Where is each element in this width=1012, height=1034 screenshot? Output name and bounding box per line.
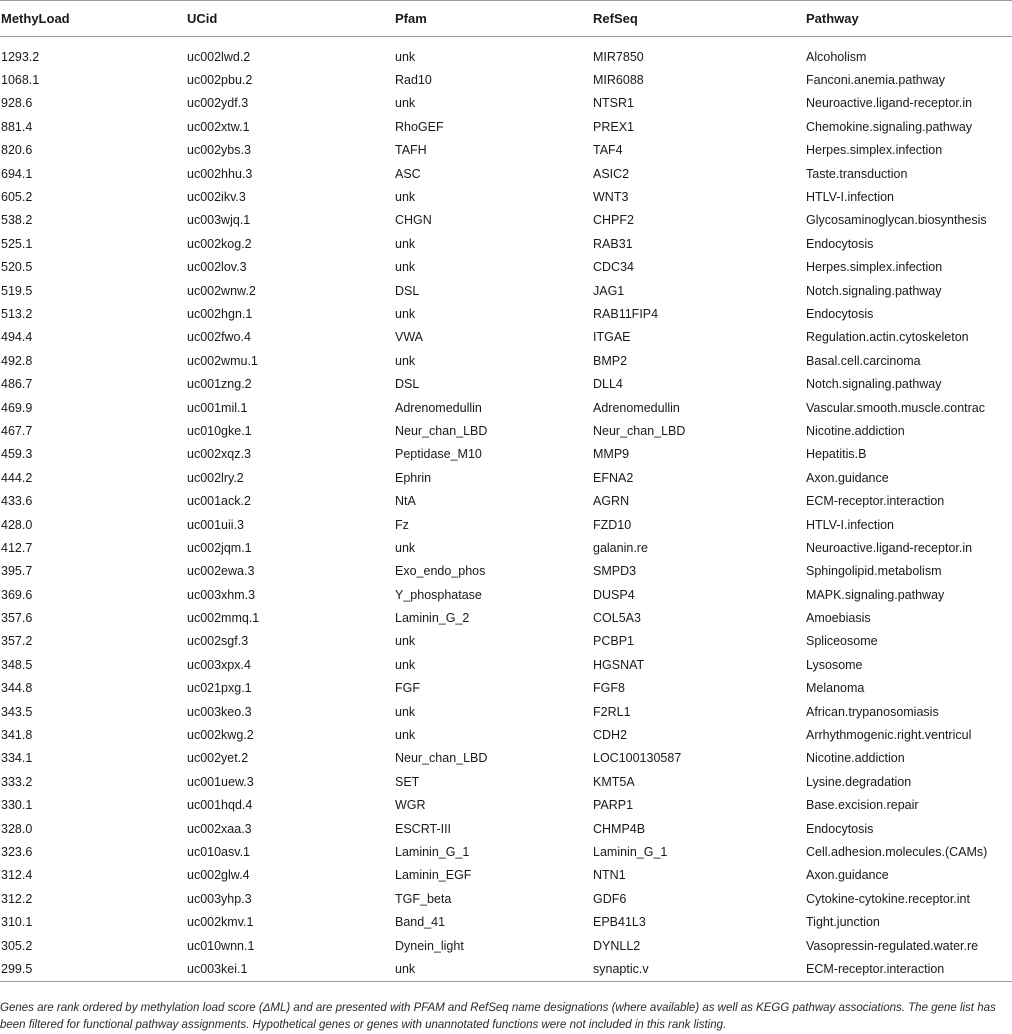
cell-pfam: WGR	[395, 798, 426, 813]
cell-ucid: uc001uii.3	[187, 517, 244, 532]
cell-ucid: uc002kmv.1	[187, 915, 254, 930]
cell-ucid: uc001zng.2	[187, 377, 252, 392]
table-row	[0, 630, 1012, 653]
table-row	[0, 583, 1012, 606]
cell-pathway: Tight.junction	[806, 915, 880, 930]
cell-pfam: ASC	[395, 166, 421, 181]
cell-pathway: Endocytosis	[806, 306, 874, 321]
cell-methyload: 605.2	[1, 190, 33, 205]
table-row	[0, 489, 1012, 512]
cell-pathway: Axon.guidance	[806, 868, 889, 883]
cell-ucid: uc002lov.3	[187, 260, 247, 275]
cell-ucid: uc001uew.3	[187, 774, 254, 789]
cell-ucid: uc010gke.1	[187, 423, 252, 438]
cell-refseq: PCBP1	[593, 634, 634, 649]
cell-refseq: EPB41L3	[593, 915, 646, 930]
cell-pathway: Nicotine.addiction	[806, 423, 905, 438]
cell-methyload: 467.7	[1, 423, 33, 438]
table-row	[0, 910, 1012, 933]
cell-pfam: ESCRT-III	[395, 821, 452, 836]
cell-methyload: 357.6	[1, 611, 33, 626]
cell-refseq: BMP2	[593, 353, 628, 368]
cell-pfam: Fz	[395, 517, 409, 532]
cell-methyload: 310.1	[1, 915, 33, 930]
cell-pfam: unk	[395, 728, 416, 743]
header-spacer	[0, 37, 1012, 46]
cell-pathway: Axon.guidance	[806, 470, 889, 485]
cell-ucid: uc002ewa.3	[187, 564, 255, 579]
table-row	[0, 372, 1012, 395]
cell-pfam: VWA	[395, 330, 424, 345]
cell-refseq: ASIC2	[593, 166, 630, 181]
cell-ucid: uc003xhm.3	[187, 587, 256, 602]
cell-refseq: DUSP4	[593, 587, 635, 602]
table-row	[0, 957, 1012, 981]
cell-methyload: 881.4	[1, 119, 33, 134]
cell-refseq: CDH2	[593, 728, 628, 743]
cell-ucid: uc002kwg.2	[187, 728, 254, 743]
cell-methyload: 433.6	[1, 494, 33, 509]
cell-methyload: 492.8	[1, 353, 33, 368]
table-row	[0, 840, 1012, 863]
cell-ucid: uc002jqm.1	[187, 540, 252, 555]
cell-methyload: 494.4	[1, 330, 33, 345]
table-row	[0, 45, 1012, 68]
table-row	[0, 68, 1012, 91]
cell-pathway: Taste.transduction	[806, 166, 908, 181]
cell-pathway: Arrhythmogenic.right.ventricul	[806, 728, 972, 743]
table-row	[0, 349, 1012, 372]
cell-ucid: uc002hhu.3	[187, 166, 253, 181]
cell-refseq: MIR7850	[593, 49, 644, 64]
cell-pathway: Melanoma	[806, 681, 865, 696]
cell-pfam: unk	[395, 49, 416, 64]
cell-refseq: WNT3	[593, 190, 629, 205]
table-row	[0, 653, 1012, 676]
table-row	[0, 466, 1012, 489]
cell-pathway: Vascular.smooth.muscle.contrac	[806, 400, 986, 415]
cell-refseq: NTN1	[593, 868, 626, 883]
cell-pathway: HTLV-I.infection	[806, 517, 895, 532]
cell-methyload: 459.3	[1, 447, 33, 462]
table-row	[0, 209, 1012, 232]
cell-pfam: unk	[395, 260, 416, 275]
cell-methyload: 395.7	[1, 564, 33, 579]
cell-ucid: uc002xaa.3	[187, 821, 252, 836]
cell-ucid: uc002lwd.2	[187, 49, 251, 64]
cell-pfam: Peptidase_M10	[395, 447, 482, 462]
cell-methyload: 357.2	[1, 634, 33, 649]
cell-pathway: ECM-receptor.interaction	[805, 957, 1012, 981]
cell-pfam: unk	[395, 540, 416, 555]
cell-methyload: 428.0	[1, 517, 33, 532]
table-row	[0, 864, 1012, 887]
cell-pathway: Sphingolipid.metabolism	[806, 564, 942, 579]
cell-refseq: FGF8	[593, 681, 625, 696]
cell-pathway: HTLV-I.infection	[806, 190, 895, 205]
header-pfam: Pfam	[394, 1, 592, 37]
cell-pfam: TGF_beta	[395, 891, 452, 906]
cell-pathway: Herpes.simplex.infection	[806, 143, 943, 158]
cell-refseq: DLL4	[593, 377, 623, 392]
cell-methyload: 513.2	[1, 306, 33, 321]
cell-pfam: unk	[395, 236, 416, 251]
cell-pathway: Neuroactive.ligand-receptor.in	[806, 540, 973, 555]
cell-pathway: ECM-receptor.interaction	[806, 494, 945, 509]
table-row	[0, 443, 1012, 466]
table-row	[0, 723, 1012, 746]
cell-pathway: Regulation.actin.cytoskeleton	[806, 330, 969, 345]
cell-pfam: Y_phosphatase	[395, 587, 482, 602]
cell-pathway: Fanconi.anemia.pathway	[806, 73, 945, 88]
table-row	[0, 770, 1012, 793]
table-row	[0, 92, 1012, 115]
cell-methyload: 486.7	[1, 377, 33, 392]
table-body	[0, 37, 1012, 982]
cell-refseq: MIR6088	[593, 73, 644, 88]
cell-refseq: JAG1	[593, 283, 625, 298]
cell-methyload: 444.2	[1, 470, 33, 485]
cell-methyload: 525.1	[1, 236, 33, 251]
cell-ucid: uc002xtw.1	[187, 119, 250, 134]
cell-pathway: Amoebiasis	[806, 611, 871, 626]
cell-ucid: uc001ack.2	[187, 494, 251, 509]
cell-methyload: 299.5	[0, 957, 186, 981]
cell-methyload: 348.5	[1, 657, 33, 672]
cell-methyload: 1293.2	[1, 49, 40, 64]
cell-refseq: MMP9	[593, 447, 630, 462]
cell-methyload: 694.1	[1, 166, 33, 181]
table-row	[0, 677, 1012, 700]
cell-pfam: unk	[395, 704, 416, 719]
cell-refseq: PARP1	[593, 798, 634, 813]
table-row	[0, 817, 1012, 840]
cell-pathway: African.trypanosomiasis	[806, 704, 939, 719]
table-row	[0, 256, 1012, 279]
cell-pathway: Herpes.simplex.infection	[806, 260, 943, 275]
cell-ucid: uc003keo.3	[187, 704, 252, 719]
cell-refseq: GDF6	[593, 891, 627, 906]
cell-ucid: uc002pbu.2	[187, 73, 253, 88]
cell-pfam: DSL	[395, 377, 420, 392]
cell-pfam: Neur_chan_LBD	[395, 423, 488, 438]
cell-pfam: CHGN	[395, 213, 432, 228]
cell-methyload: 323.6	[1, 844, 33, 859]
table-row	[0, 302, 1012, 325]
table-row	[0, 162, 1012, 185]
cell-refseq: CHPF2	[593, 213, 634, 228]
table-row	[0, 536, 1012, 559]
cell-pfam: RhoGEF	[395, 119, 444, 134]
cell-refseq: KMT5A	[593, 774, 635, 789]
cell-methyload: 928.6	[1, 96, 33, 111]
table-footnote: Genes are rank ordered by methylation load score (ΔML) and are presented with PFAM and RefSeq name designations (where available) as well as KEGG pathway associations. The gene list has been filtered for functional pathway assignments. Hypothetical genes or genes with unannotated functions were not included in this rank listing.	[0, 1002, 996, 1031]
table-row	[0, 513, 1012, 536]
table-row	[0, 934, 1012, 957]
table-header-row	[0, 1, 1012, 37]
cell-refseq: F2RL1	[593, 704, 631, 719]
cell-methyload: 538.2	[1, 213, 33, 228]
cell-refseq: synaptic.v	[592, 957, 805, 981]
cell-ucid: uc002ikv.3	[187, 190, 246, 205]
cell-pfam: Laminin_G_2	[395, 611, 470, 626]
cell-pathway: Alcoholism	[806, 49, 867, 64]
cell-pfam: unk	[395, 353, 416, 368]
cell-refseq: SMPD3	[593, 564, 637, 579]
cell-ucid: uc002wnw.2	[187, 283, 256, 298]
cell-pathway: Endocytosis	[806, 236, 874, 251]
cell-ucid: uc002hgn.1	[187, 306, 253, 321]
cell-pfam: Band_41	[395, 915, 446, 930]
cell-ucid: uc001hqd.4	[187, 798, 253, 813]
table-row	[0, 794, 1012, 817]
cell-pathway: Spliceosome	[806, 634, 878, 649]
cell-pathway: Notch.signaling.pathway	[806, 283, 942, 298]
cell-refseq: Adrenomedullin	[593, 400, 680, 415]
cell-pfam: TAFH	[395, 143, 427, 158]
cell-pfam: Laminin_G_1	[395, 844, 470, 859]
cell-methyload: 369.6	[1, 587, 33, 602]
cell-pathway: Lysine.degradation	[806, 774, 912, 789]
cell-pfam: Laminin_EGF	[395, 868, 472, 883]
cell-methyload: 328.0	[1, 821, 33, 836]
header-refseq: RefSeq	[592, 1, 805, 37]
cell-ucid: uc002yet.2	[187, 751, 249, 766]
cell-ucid: uc002fwo.4	[187, 330, 251, 345]
cell-ucid: uc003wjq.1	[187, 213, 251, 228]
cell-methyload: 334.1	[1, 751, 33, 766]
cell-pfam: unk	[395, 657, 416, 672]
cell-methyload: 343.5	[1, 704, 33, 719]
cell-pfam: unk	[395, 634, 416, 649]
cell-pathway: Endocytosis	[806, 821, 874, 836]
cell-refseq: Laminin_G_1	[593, 844, 668, 859]
cell-pfam: NtA	[395, 494, 416, 509]
cell-pfam: unk	[395, 190, 416, 205]
header-ucid: UCid	[186, 1, 394, 37]
cell-pfam: FGF	[395, 681, 420, 696]
table-row	[0, 700, 1012, 723]
cell-pathway: Basal.cell.carcinoma	[806, 353, 921, 368]
table-row	[0, 115, 1012, 138]
cell-refseq: galanin.re	[593, 540, 648, 555]
cell-methyload: 312.4	[1, 868, 33, 883]
cell-pathway: Base.excision.repair	[806, 798, 919, 813]
cell-refseq: CHMP4B	[593, 821, 646, 836]
table-row	[0, 139, 1012, 162]
cell-ucid: uc002mmq.1	[187, 611, 260, 626]
cell-refseq: FZD10	[593, 517, 632, 532]
cell-ucid: uc003yhp.3	[187, 891, 252, 906]
cell-pathway: Hepatitis.B	[806, 447, 867, 462]
cell-pfam: SET	[395, 774, 420, 789]
cell-methyload: 519.5	[1, 283, 33, 298]
cell-methyload: 1068.1	[1, 73, 40, 88]
cell-refseq: COL5A3	[593, 611, 641, 626]
cell-methyload: 333.2	[1, 774, 33, 789]
cell-ucid: uc002lry.2	[187, 470, 244, 485]
cell-ucid: uc002wmu.1	[187, 353, 258, 368]
cell-ucid: uc001mil.1	[187, 400, 248, 415]
table-row	[0, 747, 1012, 770]
cell-pfam: Adrenomedullin	[395, 400, 482, 415]
cell-methyload: 469.9	[1, 400, 33, 415]
table-row	[0, 887, 1012, 910]
cell-ucid: uc010wnn.1	[187, 938, 255, 953]
cell-pathway: Glycosaminoglycan.biosynthesis	[806, 213, 987, 228]
cell-pfam: DSL	[395, 283, 420, 298]
cell-pathway: Cell.adhesion.molecules.(CAMs)	[806, 844, 988, 859]
cell-refseq: RAB11FIP4	[593, 306, 659, 321]
cell-methyload: 341.8	[1, 728, 33, 743]
cell-methyload: 520.5	[1, 260, 33, 275]
cell-pathway: Cytokine-cytokine.receptor.int	[806, 891, 970, 906]
cell-pfam: Neur_chan_LBD	[395, 751, 488, 766]
header-pathway: Pathway	[805, 1, 1012, 37]
cell-ucid: uc002ybs.3	[187, 143, 251, 158]
table-row	[0, 279, 1012, 302]
cell-ucid: uc002sgf.3	[187, 634, 249, 649]
cell-refseq: DYNLL2	[593, 938, 641, 953]
cell-pfam: unk	[395, 96, 416, 111]
cell-ucid: uc002xqz.3	[187, 447, 251, 462]
cell-pfam: unk	[394, 957, 592, 981]
cell-pathway: Lysosome	[806, 657, 863, 672]
cell-pfam: unk	[395, 306, 416, 321]
cell-pfam: Dynein_light	[395, 938, 464, 953]
cell-refseq: Neur_chan_LBD	[593, 423, 686, 438]
cell-refseq: CDC34	[593, 260, 634, 275]
cell-pathway: Notch.signaling.pathway	[806, 377, 942, 392]
cell-methyload: 305.2	[1, 938, 33, 953]
cell-refseq: RAB31	[593, 236, 633, 251]
cell-methyload: 412.7	[1, 540, 33, 555]
cell-ucid: uc003xpx.4	[187, 657, 251, 672]
cell-methyload: 312.2	[1, 891, 33, 906]
cell-refseq: LOC100130587	[593, 751, 682, 766]
table-row	[0, 185, 1012, 208]
cell-refseq: EFNA2	[593, 470, 634, 485]
header-methyload: MethyLoad	[0, 1, 186, 37]
table-row	[0, 606, 1012, 629]
cell-ucid: uc021pxg.1	[187, 681, 252, 696]
cell-pathway: Vasopressin-regulated.water.re	[806, 938, 979, 953]
cell-methyload: 344.8	[1, 681, 33, 696]
cell-pfam: Rad10	[395, 73, 432, 88]
cell-pathway: Nicotine.addiction	[806, 751, 905, 766]
cell-refseq: ITGAE	[593, 330, 631, 345]
table-row	[0, 396, 1012, 419]
cell-pathway: Neuroactive.ligand-receptor.in	[806, 96, 973, 111]
cell-pathway: MAPK.signaling.pathway	[806, 587, 945, 602]
cell-pathway: Chemokine.signaling.pathway	[806, 119, 973, 134]
cell-refseq: AGRN	[593, 494, 630, 509]
cell-refseq: HGSNAT	[593, 657, 645, 672]
cell-refseq: TAF4	[593, 143, 623, 158]
cell-pfam: Exo_endo_phos	[395, 564, 486, 579]
table-row	[0, 326, 1012, 349]
cell-ucid: uc002kog.2	[187, 236, 252, 251]
cell-ucid: uc002ydf.3	[187, 96, 249, 111]
table-row	[0, 419, 1012, 442]
cell-pfam: Ephrin	[395, 470, 432, 485]
cell-methyload: 820.6	[1, 143, 33, 158]
cell-methyload: 330.1	[1, 798, 33, 813]
cell-refseq: NTSR1	[593, 96, 634, 111]
table-row	[0, 560, 1012, 583]
cell-ucid: uc002glw.4	[187, 868, 250, 883]
cell-refseq: PREX1	[593, 119, 634, 134]
cell-ucid: uc010asv.1	[187, 844, 251, 859]
table-row	[0, 232, 1012, 255]
cell-ucid: uc003kei.1	[186, 957, 394, 981]
